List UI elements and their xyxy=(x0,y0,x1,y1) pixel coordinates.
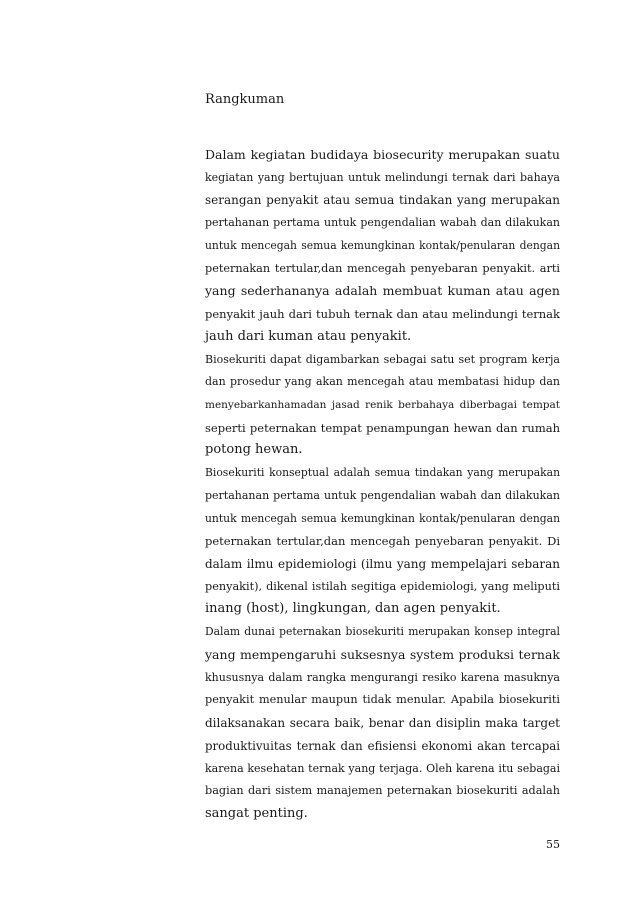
text-line: karena kesehatan ternak yang terjaga. Oleh karena itu sebagai xyxy=(205,762,560,775)
text-line: yang sederhananya adalah membuat kuman atau agen xyxy=(205,283,560,298)
text-line: Biosekuriti dapat digambarkan sebagai satu set program kerja xyxy=(205,353,560,366)
text-line: Dalam kegiatan budidaya biosecurity merupakan suatu xyxy=(205,147,560,162)
text-line: jauh dari kuman atau penyakit. xyxy=(205,329,412,344)
text-line: sangat penting. xyxy=(205,806,308,821)
text-line: untuk mencegah semua kemungkinan kontak/penularan dengan xyxy=(205,512,560,525)
text-line: produktivuitas ternak dan efisiensi ekonomi akan tercapai xyxy=(205,739,560,753)
text-line: peternakan tertular,dan mencegah penyebaran penyakit. Di xyxy=(205,534,560,548)
text-line: penyakit menular maupun tidak menular. Apabila biosekuriti xyxy=(205,693,560,706)
text-line: seperti peternakan tempat penampungan hewan dan rumah xyxy=(205,421,560,435)
text-line: dalam ilmu epidemiologi (ilmu yang mempelajari sebaran xyxy=(205,557,560,571)
text-line: serangan penyakit atau semua tindakan yang merupakan xyxy=(205,193,560,207)
text-line: penyakit), dikenal istilah segitiga epidemiologi, yang meliputi xyxy=(205,580,560,593)
text-line: peternakan tertular,dan mencegah penyebaran penyakit. arti xyxy=(205,262,560,275)
text-line: Biosekuriti konseptual adalah semua tindakan yang merupakan xyxy=(205,466,560,479)
page-number: 55 xyxy=(546,838,560,851)
text-line: potong hewan. xyxy=(205,442,303,457)
text-line: dan prosedur yang akan mencegah atau membatasi hidup dan xyxy=(205,375,560,388)
text-line: kegiatan yang bertujuan untuk melindungi ternak dari bahaya xyxy=(205,171,560,184)
text-line: pertahanan pertama untuk pengendalian wabah dan dilakukan xyxy=(205,216,560,229)
text-line: untuk mencegah semua kemungkinan kontak/penularan dengan xyxy=(205,239,560,252)
text-line: pertahanan pertama untuk pengendalian wabah dan dilakukan xyxy=(205,489,560,502)
text-line: menyebarkanhamadan jasad renik berbahaya diberbagai tempat xyxy=(205,399,560,411)
text-line: penyakit jauh dari tubuh ternak dan atau melindungi ternak xyxy=(205,307,560,321)
text-line: Dalam dunai peternakan biosekuriti merupakan konsep integral xyxy=(205,625,560,638)
section-heading: Rangkuman xyxy=(205,92,285,107)
text-line: dilaksanakan secara baik, benar dan disiplin maka target xyxy=(205,716,560,730)
text-line: yang mempengaruhi suksesnya system produksi ternak xyxy=(205,647,560,662)
text-line: khususnya dalam rangka mengurangi resiko karena masuknya xyxy=(205,671,560,684)
text-line: bagian dari sistem manajemen peternakan biosekuriti adalah xyxy=(205,784,560,797)
text-line: inang (host), lingkungan, dan agen penyakit. xyxy=(205,601,501,616)
